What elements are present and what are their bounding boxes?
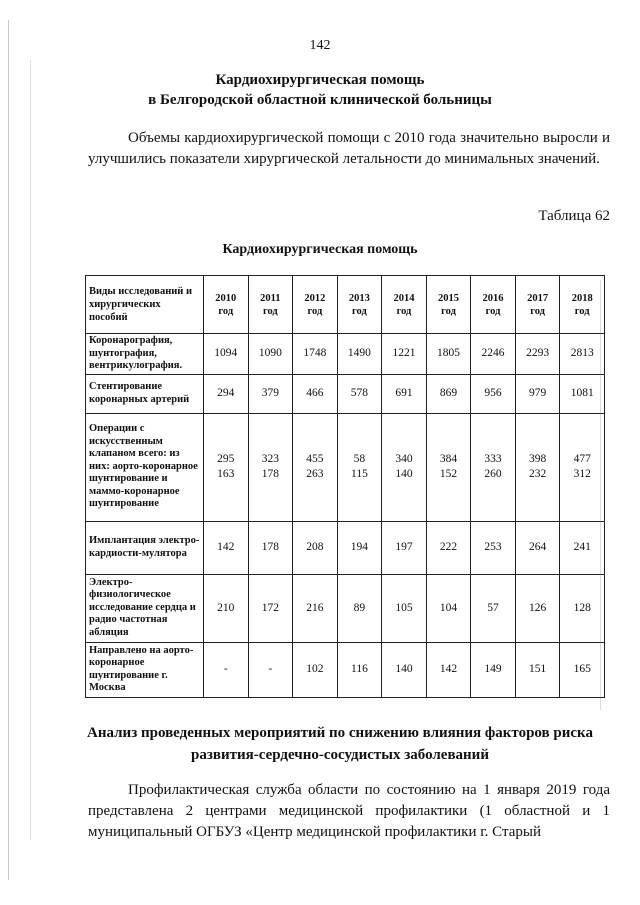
table-header-row xyxy=(86,276,605,334)
year-header-cell: 2017 год xyxy=(515,276,560,334)
value-cell: 379 xyxy=(248,374,293,413)
value-cell: 455 263 xyxy=(293,413,338,521)
value-cell: 194 xyxy=(337,521,382,574)
intro-paragraph: Объемы кардиохирургической помощи с 2010 года значительно выросли и улучшились показатели хирургической летальности до минимальных значений. xyxy=(88,130,610,167)
value-cell: 102 xyxy=(293,642,338,697)
value-cell: 197 xyxy=(382,521,427,574)
value-cell: 105 xyxy=(382,574,427,642)
year-header-cell: 2013 год xyxy=(337,276,382,334)
scan-artifact xyxy=(30,60,31,840)
table-title: Кардиохирургическая помощь xyxy=(222,242,418,257)
value-cell: 222 xyxy=(426,521,471,574)
value-cell: 340 140 xyxy=(382,413,427,521)
value-cell: 208 xyxy=(293,521,338,574)
value-cell: - xyxy=(248,642,293,697)
year-header-cell: 2011 год xyxy=(248,276,293,334)
value-cell: 2813 xyxy=(560,334,605,375)
value-cell: 956 xyxy=(471,374,516,413)
value-cell: 264 xyxy=(515,521,560,574)
year-header-cell: 2016 год xyxy=(471,276,516,334)
value-cell: - xyxy=(204,642,249,697)
value-cell: 333 260 xyxy=(471,413,516,521)
value-cell: 1490 xyxy=(337,334,382,375)
value-cell: 128 xyxy=(560,574,605,642)
table-row xyxy=(86,642,605,697)
value-cell: 216 xyxy=(293,574,338,642)
value-cell: 142 xyxy=(426,642,471,697)
value-cell: 1094 xyxy=(204,334,249,375)
row-label-cell: Направлено на аорто-коронарное шунтирование г. Москва xyxy=(86,642,204,697)
value-cell: 165 xyxy=(560,642,605,697)
value-cell: 126 xyxy=(515,574,560,642)
page-title-line-2: в Белгородской областной клинической больницы xyxy=(148,92,492,108)
value-cell: 1090 xyxy=(248,334,293,375)
scan-artifact xyxy=(600,280,601,710)
value-cell: 116 xyxy=(337,642,382,697)
value-cell: 2246 xyxy=(471,334,516,375)
value-cell: 89 xyxy=(337,574,382,642)
value-cell: 869 xyxy=(426,374,471,413)
year-header-cell: 2010 год xyxy=(204,276,249,334)
value-cell: 142 xyxy=(204,521,249,574)
year-header-cell: 2012 год xyxy=(293,276,338,334)
table-header-cell: Виды исследований и хирургических пособий xyxy=(86,276,204,334)
value-cell: 57 xyxy=(471,574,516,642)
value-cell: 241 xyxy=(560,521,605,574)
value-cell: 398 232 xyxy=(515,413,560,521)
scan-artifact xyxy=(8,20,9,880)
table-caption: Таблица 62 xyxy=(538,208,610,224)
row-label-cell: Электро-физиологическое исследование сердца и радио частотная абляция xyxy=(86,574,204,642)
value-cell: 323 178 xyxy=(248,413,293,521)
value-cell: 1805 xyxy=(426,334,471,375)
page-title-line-1: Кардиохирургическая помощь xyxy=(215,72,425,88)
value-cell: 140 xyxy=(382,642,427,697)
year-header-cell: 2018 год xyxy=(560,276,605,334)
value-cell: 294 xyxy=(204,374,249,413)
value-cell: 172 xyxy=(248,574,293,642)
value-cell: 1221 xyxy=(382,334,427,375)
value-cell: 1748 xyxy=(293,334,338,375)
year-header-cell: 2015 год xyxy=(426,276,471,334)
table-row xyxy=(86,574,605,642)
cardiac-surgery-table xyxy=(85,275,605,698)
value-cell: 384 152 xyxy=(426,413,471,521)
value-cell: 1081 xyxy=(560,374,605,413)
value-cell: 578 xyxy=(337,374,382,413)
value-cell: 477 312 xyxy=(560,413,605,521)
value-cell: 2293 xyxy=(515,334,560,375)
value-cell: 151 xyxy=(515,642,560,697)
page-number: 142 xyxy=(309,38,331,53)
row-label-cell: Имплантация электро-кардиости-мулятора xyxy=(86,521,204,574)
table-row xyxy=(86,413,605,521)
value-cell: 178 xyxy=(248,521,293,574)
value-cell: 466 xyxy=(293,374,338,413)
value-cell: 104 xyxy=(426,574,471,642)
value-cell: 253 xyxy=(471,521,516,574)
value-cell: 979 xyxy=(515,374,560,413)
row-label-cell: Стентирование коронарных артерий xyxy=(86,374,204,413)
table-row xyxy=(86,521,605,574)
section-heading: Анализ проведенных мероприятий по снижению влияния факторов риска развития-сердечно-сосудистых заболеваний xyxy=(87,725,593,763)
outro-paragraph: Профилактическая служба области по состоянию на 1 января 2019 года представлена 2 центрами медицинской профилактики (1 областной и 1 муниципальный ОГБУЗ «Центр медицинской профилактики г. Старый xyxy=(88,782,610,840)
year-header-cell: 2014 год xyxy=(382,276,427,334)
table-row xyxy=(86,334,605,375)
value-cell: 149 xyxy=(471,642,516,697)
row-label-cell: Коронарография, шунтография, вентрикулография. xyxy=(86,334,204,375)
value-cell: 691 xyxy=(382,374,427,413)
row-label-cell: Операции с искусственным клапаном всего: из них: аорто-коронарное шунтирование и маммо-коронарное шунтирование xyxy=(86,413,204,521)
value-cell: 58 115 xyxy=(337,413,382,521)
table-row xyxy=(86,374,605,413)
value-cell: 210 xyxy=(204,574,249,642)
value-cell: 295 163 xyxy=(204,413,249,521)
